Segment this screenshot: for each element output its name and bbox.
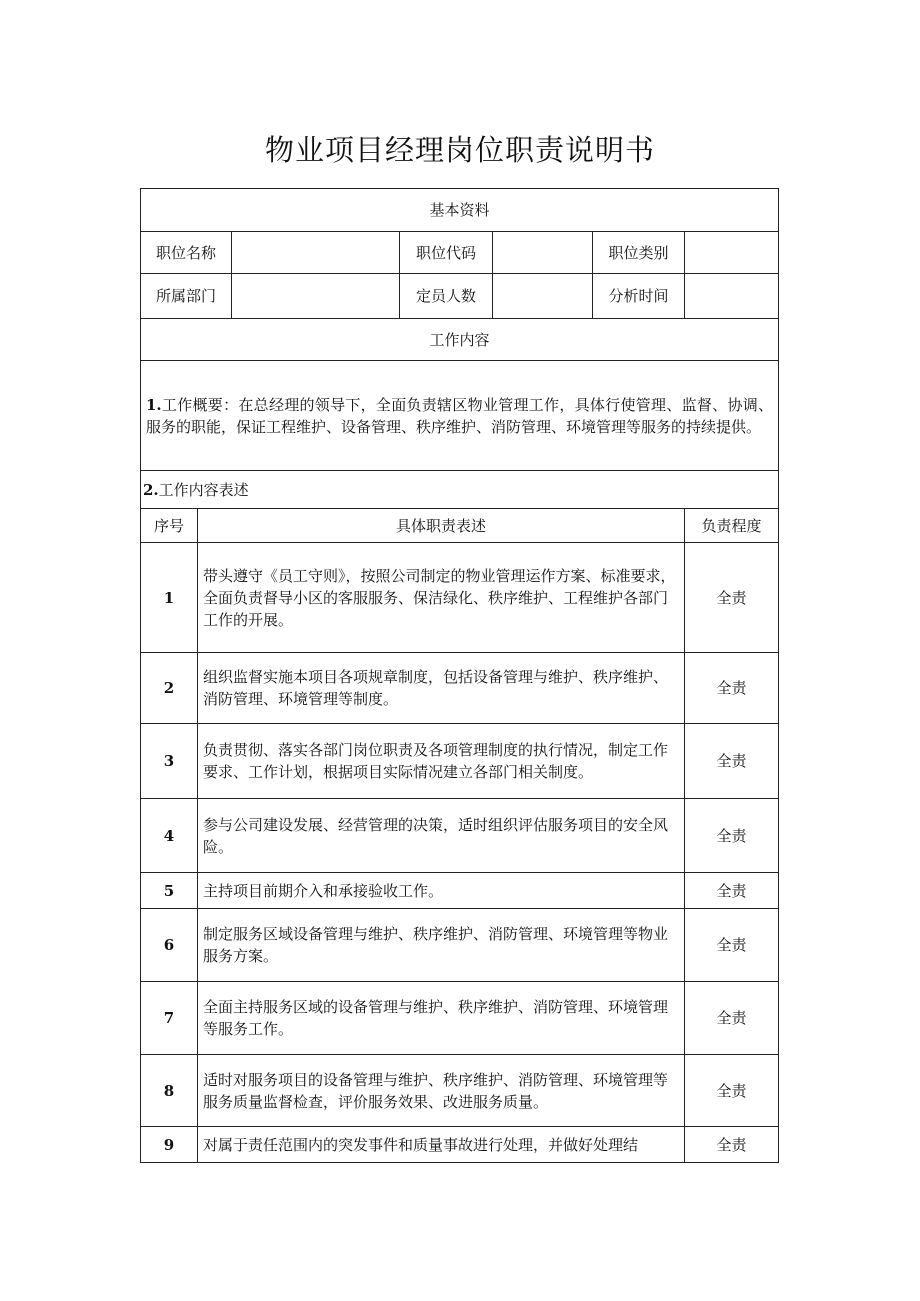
duty-row — [141, 909, 779, 982]
duty-level: 全责 — [685, 982, 779, 1055]
overview-number: 1. — [146, 395, 162, 414]
duty-level: 全责 — [685, 909, 779, 982]
duty-table-header — [141, 509, 779, 543]
duty-level: 全责 — [685, 724, 779, 799]
duty-row — [141, 1127, 779, 1163]
duty-no: 1 — [141, 543, 198, 653]
duty-level: 全责 — [685, 799, 779, 873]
duty-level: 全责 — [685, 543, 779, 653]
duty-row — [141, 1055, 779, 1127]
column-header-description: 具体职责表述 — [198, 509, 685, 543]
duty-row — [141, 873, 779, 909]
duty-no: 6 — [141, 909, 198, 982]
duty-description: 参与公司建设发展、经营管理的决策，适时组织评估服务项目的安全风险。 — [198, 799, 685, 873]
duty-description: 带头遵守《员工守则》，按照公司制定的物业管理运作方案、标准要求，全面负责督导小区的客服服务、保洁绿化、秩序维护、工程维护各部门工作的开展。 — [198, 543, 685, 653]
position-name-label: 职位名称 — [141, 232, 232, 274]
work-description-title — [141, 471, 779, 509]
duty-no: 7 — [141, 982, 198, 1055]
description-number: 2. — [143, 480, 159, 499]
work-description-title-row — [141, 471, 779, 509]
department-label: 所属部门 — [141, 274, 232, 319]
column-header-no: 序号 — [141, 509, 198, 543]
position-name-value — [232, 232, 400, 274]
duty-level: 全责 — [685, 1055, 779, 1127]
duty-no: 8 — [141, 1055, 198, 1127]
page-title: 物业项目经理岗位职责说明书 — [264, 133, 655, 167]
overview-text: 工作概要：在总经理的领导下，全面负责辖区物业管理工作，具体行使管理、监督、协调、服务的职能，保证工程维护、设备管理、秩序维护、消防管理、环境管理等服务的持续提供。 — [146, 395, 774, 436]
duty-no: 5 — [141, 873, 198, 909]
basic-info-row-2 — [141, 274, 779, 319]
duty-row — [141, 653, 779, 724]
duty-level: 全责 — [685, 1127, 779, 1163]
department-value — [232, 274, 400, 319]
headcount-label: 定员人数 — [400, 274, 493, 319]
position-code-value — [493, 232, 593, 274]
position-category-value — [685, 232, 779, 274]
position-category-label: 职位类别 — [593, 232, 685, 274]
position-code-label: 职位代码 — [400, 232, 493, 274]
analysis-time-value — [685, 274, 779, 319]
work-overview — [141, 361, 779, 471]
duty-row — [141, 799, 779, 873]
duty-description: 适时对服务项目的设备管理与维护、秩序维护、消防管理、环境管理等服务质量监督检查，评价服务效果、改进服务质量。 — [198, 1055, 685, 1127]
duty-description: 负责贯彻、落实各部门岗位职责及各项管理制度的执行情况，制定工作要求、工作计划，根据项目实际情况建立各部门相关制度。 — [198, 724, 685, 799]
duty-level: 全责 — [685, 653, 779, 724]
work-content-header-row — [141, 319, 779, 361]
duty-row — [141, 982, 779, 1055]
analysis-time-label: 分析时间 — [593, 274, 685, 319]
basic-info-header: 基本资料 — [141, 189, 779, 232]
duty-row — [141, 724, 779, 799]
duty-no: 4 — [141, 799, 198, 873]
job-description-table — [140, 188, 779, 1163]
duty-no: 3 — [141, 724, 198, 799]
duty-level: 全责 — [685, 873, 779, 909]
duty-description: 组织监督实施本项目各项规章制度，包括设备管理与维护、秩序维护、消防管理、环境管理等制度。 — [198, 653, 685, 724]
duty-description: 制定服务区域设备管理与维护、秩序维护、消防管理、环境管理等物业服务方案。 — [198, 909, 685, 982]
basic-info-header-row — [141, 189, 779, 232]
duty-no: 2 — [141, 653, 198, 724]
basic-info-row-1 — [141, 232, 779, 274]
duty-row — [141, 543, 779, 653]
work-content-header: 工作内容 — [141, 319, 779, 361]
work-overview-row — [141, 361, 779, 471]
headcount-value — [493, 274, 593, 319]
duty-description: 主持项目前期介入和承接验收工作。 — [198, 873, 685, 909]
column-header-level: 负责程度 — [685, 509, 779, 543]
duty-description: 对属于责任范围内的突发事件和质量事故进行处理，并做好处理结 — [198, 1127, 685, 1163]
duty-description: 全面主持服务区域的设备管理与维护、秩序维护、消防管理、环境管理等服务工作。 — [198, 982, 685, 1055]
description-title-text: 工作内容表述 — [158, 480, 249, 499]
duty-no: 9 — [141, 1127, 198, 1163]
